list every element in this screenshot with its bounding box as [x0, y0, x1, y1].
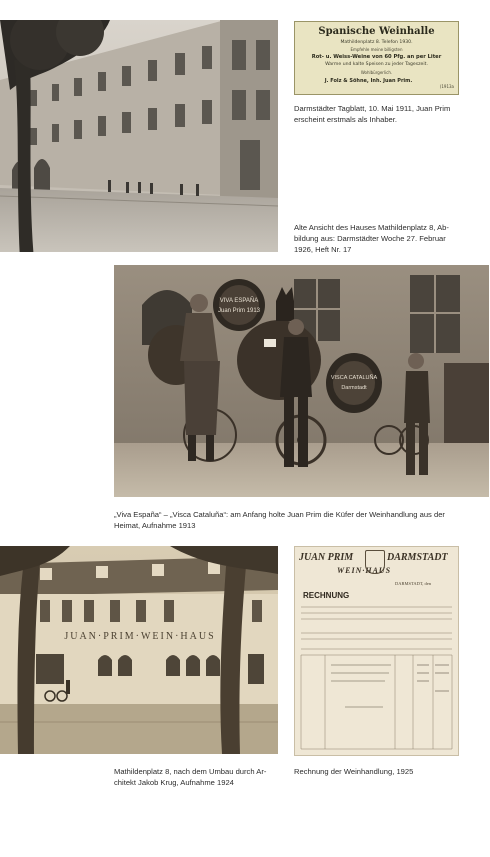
- invoice-lines: [295, 603, 458, 753]
- caption-line: Alte Ansicht des Hauses Mathildenplatz 8, Ab-: [294, 223, 449, 232]
- ad-line1: Mathildenplatz 8. Telefon 1930.: [340, 40, 413, 45]
- caption-line: bildung aus: Darmstädter Woche 27. Februar: [294, 234, 446, 243]
- caption-line: „Viva España“ – „Visca Cataluña“: am Anfang holte Juan Prim die Küfer der Weinhandlung aus der: [114, 510, 445, 519]
- invoice-title: RECHNUNG: [303, 591, 350, 600]
- caption-tagblatt: [294, 103, 469, 125]
- invoice-header-right: DARMSTADT: [387, 552, 448, 563]
- caption-line: 1926, Heft Nr. 17: [294, 245, 352, 254]
- caption-line: chitekt Jakob Krug, Aufnahme 1924: [114, 778, 234, 787]
- caption-viva-espana: [114, 509, 484, 531]
- caption-line: Heimat, Aufnahme 1913: [114, 521, 196, 530]
- caption-umbau: [114, 766, 284, 788]
- invoice-city: DARMSTADT, den: [395, 581, 432, 586]
- barrel-text-2: Juan Prim 1913: [217, 308, 261, 314]
- invoice-header-left: JUAN PRIM: [299, 552, 354, 563]
- photo-street-old: [0, 20, 278, 252]
- ad-line4: Warme und kalte Speisen zu jeder Tageszeit.: [325, 62, 428, 67]
- barrel-text-1: VIVA ESPAÑA: [219, 298, 259, 304]
- invoice-document: [294, 546, 459, 756]
- caption-line: Darmstädter Tagblatt, 10. Mai 1911, Juan Prim: [294, 104, 451, 113]
- photo-winery-crew: [114, 265, 489, 497]
- caption-line: Rechnung der Weinhandlung, 1925: [294, 767, 414, 776]
- photo-rebuilt-house: [0, 546, 278, 754]
- newspaper-ad: [294, 21, 459, 95]
- caption-alte-ansicht: [294, 222, 469, 255]
- ad-title: Spanische Weinhalle: [318, 26, 435, 37]
- ad-line3: Rot- u. Weiss-Weine von 60 Pfg. an per Liter: [311, 54, 442, 60]
- ad-line2: Empfehle meine billigsten: [350, 47, 403, 52]
- invoice-header-sub: WEIN·HAUS: [337, 566, 392, 575]
- ad-line6: J. Folz & Söhne, Inh. Juan Prim.: [324, 78, 413, 84]
- ad-code: (1913a: [439, 84, 454, 89]
- barrel-text-4: Darmstadt: [341, 385, 367, 391]
- caption-line: Mathildenplatz 8, nach dem Umbau durch Ar-: [114, 767, 267, 776]
- facade-lettering: JUAN·PRIM·WEIN·HAUS: [64, 631, 216, 642]
- ad-line5: Wohlbürgerlich.: [360, 70, 393, 75]
- caption-rechnung: [294, 766, 469, 777]
- barrel-text-3: VISCA CATALUÑA: [330, 375, 378, 381]
- caption-line: erscheint erstmals als Inhaber.: [294, 115, 397, 124]
